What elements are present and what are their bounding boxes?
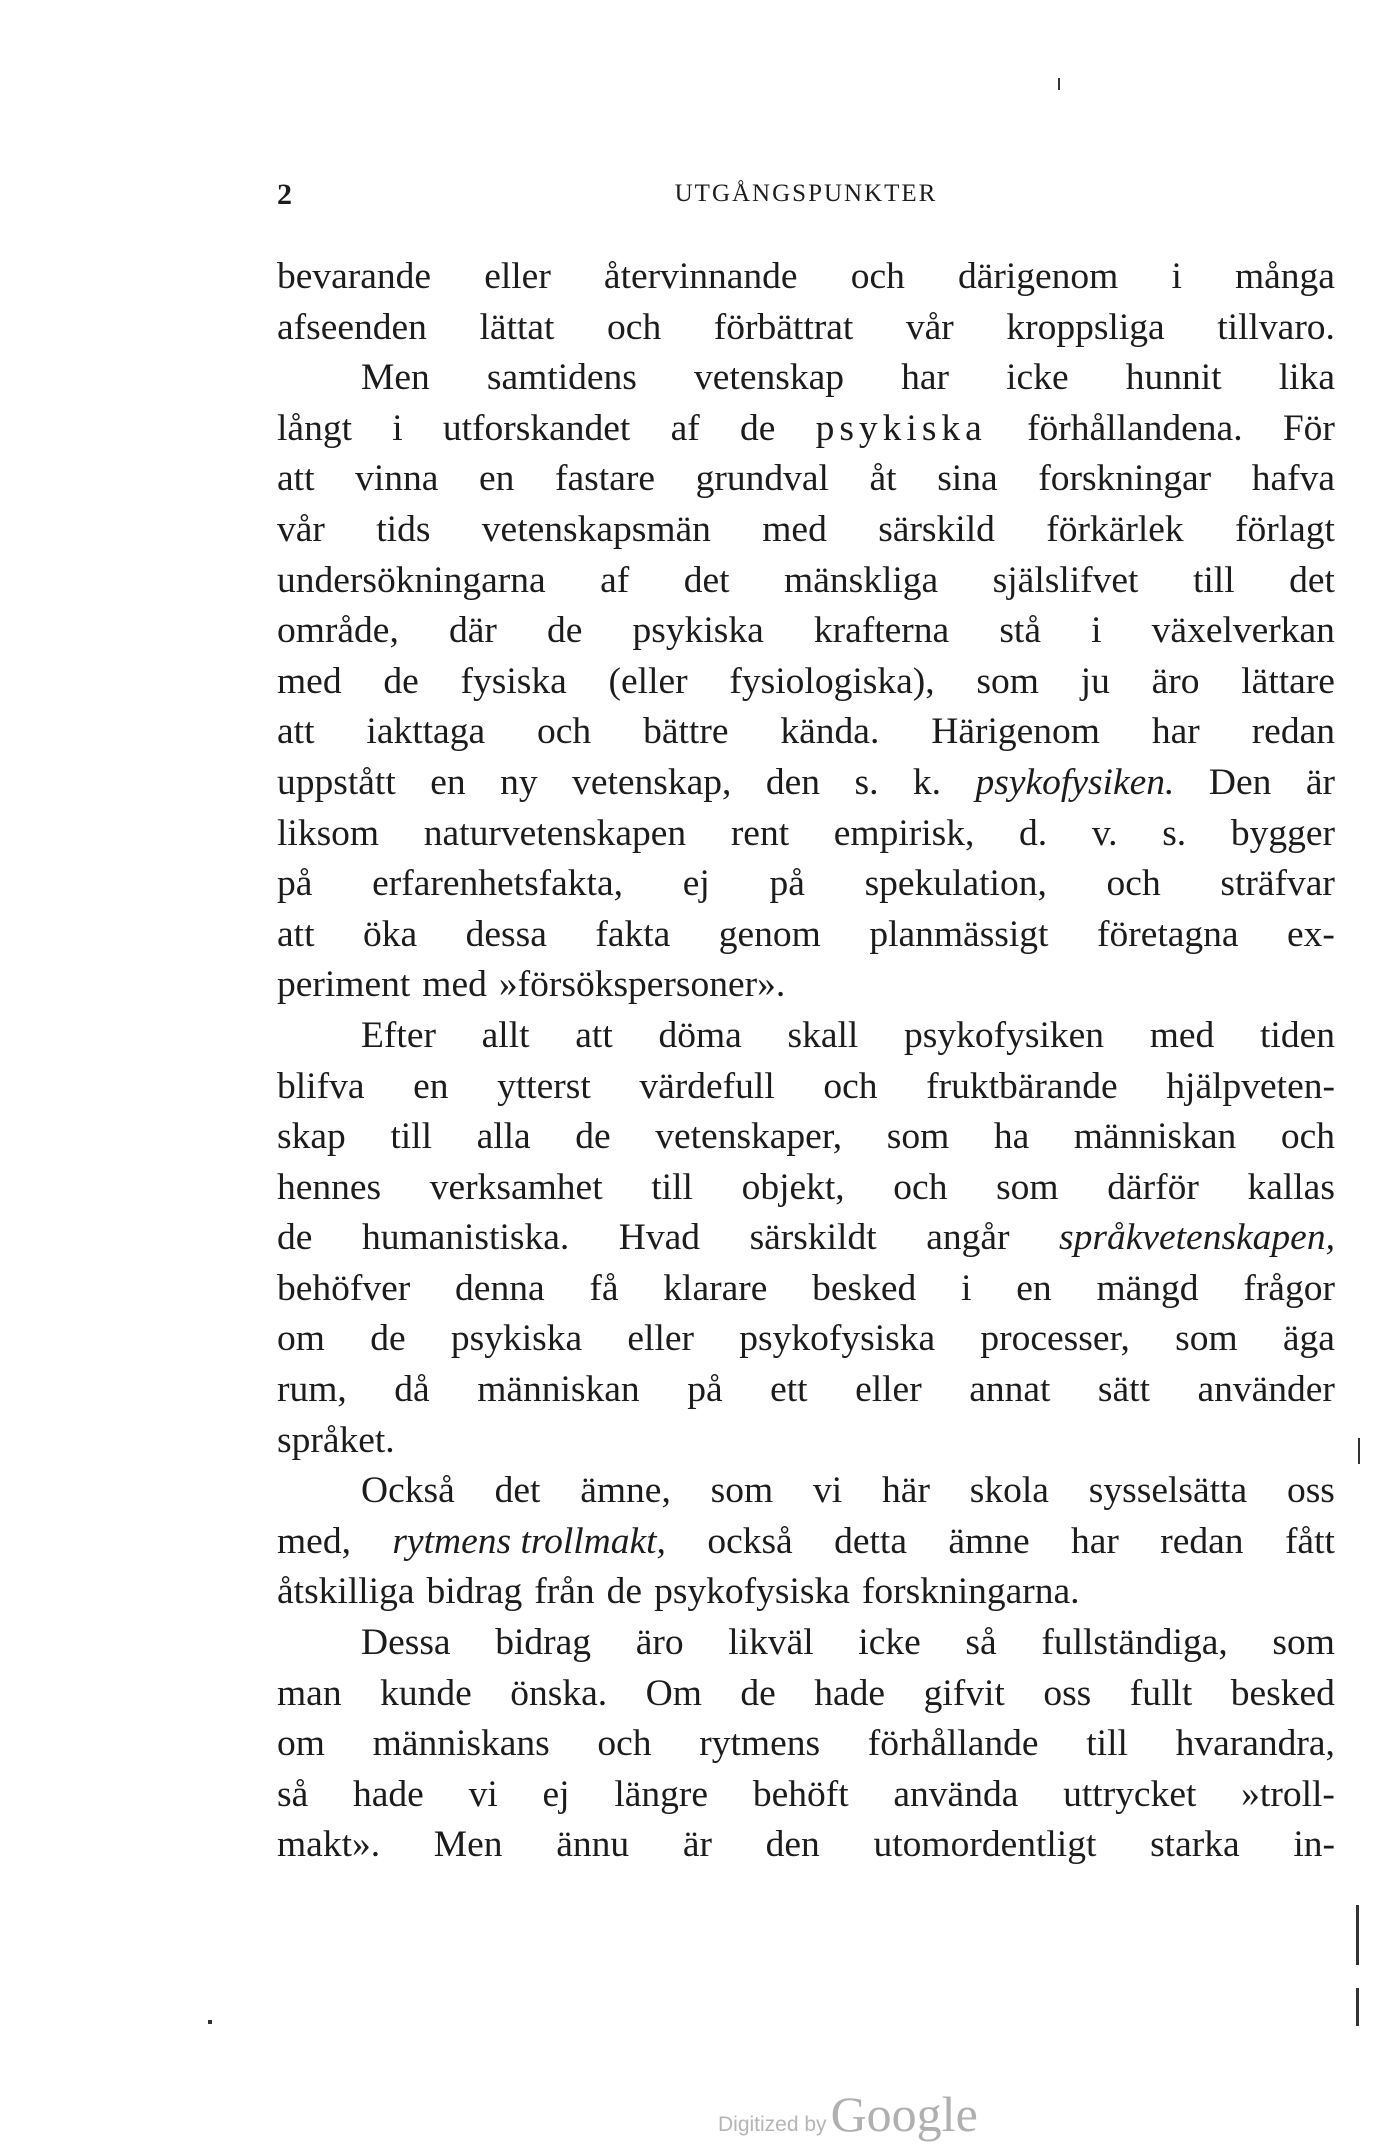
word: bevarande (277, 256, 432, 297)
word: bidrag (495, 1622, 592, 1664)
text-line (277, 1719, 1335, 1770)
word: utomordentligt (873, 1824, 1097, 1866)
word: hunnit (1125, 357, 1222, 399)
word: gifvit (923, 1672, 1005, 1714)
word: stå (999, 610, 1041, 652)
word: många (1234, 256, 1335, 297)
word: till (390, 1116, 432, 1158)
word: i (961, 1267, 972, 1309)
page-number: 2 (277, 178, 292, 211)
word: fruktbärande (926, 1065, 1118, 1107)
word: af (600, 559, 630, 601)
word: till (651, 1166, 693, 1208)
text-line (277, 1112, 1335, 1163)
word: till (1086, 1723, 1128, 1765)
word: förlagt (1235, 508, 1335, 550)
word: förbättrat (713, 306, 854, 348)
word: äro (1151, 660, 1200, 702)
word: med (422, 964, 487, 1006)
word: undersökningarna (277, 559, 546, 601)
word: hade (814, 1672, 886, 1714)
word: ytterst (497, 1065, 591, 1107)
word: Den (1208, 761, 1272, 803)
word: k. (912, 761, 942, 803)
word: där (448, 610, 497, 652)
word: förhållandena. (1027, 407, 1243, 449)
word: fakta (595, 913, 671, 955)
text-line (277, 1163, 1335, 1214)
word: förhållande (867, 1723, 1039, 1765)
word: och (1280, 1116, 1335, 1158)
word: af (670, 407, 700, 449)
word: vår (277, 508, 325, 550)
text-line (277, 1466, 1335, 1517)
text-line (277, 1669, 1335, 1720)
word: och (607, 306, 662, 348)
word: därigenom (957, 256, 1119, 297)
word: vi (813, 1470, 843, 1512)
word: Efter (361, 1014, 436, 1056)
text-line (277, 707, 1335, 758)
word: blifva (277, 1065, 365, 1107)
word: långt (277, 407, 352, 449)
word: vetenskaper, (655, 1116, 843, 1158)
text-line (277, 1820, 1335, 1871)
word: kallas (1247, 1166, 1335, 1208)
word: med (762, 508, 827, 550)
word: från (534, 1571, 595, 1613)
text-line (277, 1416, 1335, 1467)
word: redan (1160, 1520, 1244, 1562)
word: eller (484, 256, 551, 297)
text-line (277, 1011, 1335, 1062)
google-logo: Google (830, 2086, 978, 2142)
word: de (575, 1116, 611, 1158)
text-line (277, 657, 1335, 708)
word: människan (477, 1369, 640, 1411)
word: tiden (1260, 1014, 1335, 1056)
word: oss (1286, 1470, 1335, 1512)
word: det (1289, 559, 1335, 601)
word: då (394, 1369, 430, 1411)
word: en (413, 1065, 449, 1107)
text-line (277, 1213, 1335, 1264)
word: grundval (695, 458, 829, 500)
text-line (277, 606, 1335, 657)
text-line (277, 1618, 1335, 1669)
word: skola (969, 1470, 1049, 1512)
word: det (494, 1470, 541, 1512)
word: psykofysiska (739, 1318, 936, 1360)
word: det (683, 559, 730, 601)
text-line (277, 1264, 1335, 1315)
text-line (277, 252, 1335, 303)
word: »troll- (1241, 1773, 1335, 1815)
word: besked (812, 1267, 917, 1309)
text-line (277, 1770, 1335, 1821)
word: kända. (780, 711, 880, 753)
word: äga (1282, 1318, 1335, 1360)
text-line (277, 859, 1335, 910)
text-line (277, 303, 1335, 354)
text-line (277, 1062, 1335, 1113)
word: i (1171, 256, 1182, 297)
word: samtidens (486, 357, 637, 399)
word: och (823, 1065, 878, 1107)
word: verksamhet (429, 1166, 603, 1208)
word: få (589, 1267, 619, 1309)
word: fastare (555, 458, 655, 500)
text-line (277, 910, 1335, 961)
word: genom (718, 913, 821, 955)
word: humanistiska. (361, 1217, 570, 1259)
word: särskildt (749, 1217, 877, 1259)
word: eller (855, 1369, 922, 1411)
word: fysiologiska), (729, 660, 935, 702)
text-line (277, 1567, 1335, 1618)
word: i (392, 407, 403, 449)
word: denna (455, 1267, 545, 1309)
word: mänskliga (784, 559, 939, 601)
word: att (277, 913, 315, 955)
scan-mark (208, 2020, 212, 2024)
word: ej (682, 863, 710, 905)
word: ett (770, 1369, 808, 1411)
word: fullt (1129, 1672, 1193, 1714)
word: med (277, 660, 342, 702)
word: vetenskap, (572, 761, 732, 803)
word: så (277, 1773, 309, 1815)
word: likväl (728, 1622, 814, 1664)
text-line (277, 353, 1335, 404)
word: rent (730, 812, 790, 854)
word: öka (362, 913, 418, 955)
word: ha (993, 1116, 1030, 1158)
word: bättre (643, 711, 729, 753)
word: och (850, 256, 905, 297)
word: därför (1107, 1166, 1199, 1208)
text-line (277, 505, 1335, 556)
word: använda (893, 1773, 1019, 1815)
word: objekt, (741, 1166, 845, 1208)
word: de (739, 407, 776, 449)
word: och (597, 1723, 652, 1765)
word: bygger (1230, 812, 1335, 854)
emphasis-rytmens-trollmakt: rytmens trollmakt, (392, 1520, 666, 1562)
word: rum, (277, 1369, 347, 1411)
word: de (606, 1571, 643, 1613)
word: frågor (1243, 1267, 1335, 1309)
word: förkärlek (1046, 508, 1184, 550)
word: krafterna (813, 610, 950, 652)
word: lättat (479, 306, 555, 348)
word: empirisk, (833, 812, 975, 854)
word: företagna (1096, 913, 1239, 955)
word: vetenskap (694, 357, 844, 399)
text-line (277, 1517, 1335, 1568)
scan-mark (1358, 1438, 1360, 1464)
body-text (277, 252, 1335, 1871)
word: ny (500, 761, 538, 803)
word: växelverkan (1151, 610, 1335, 652)
word: sätt (1097, 1369, 1150, 1411)
word: Också (361, 1470, 455, 1512)
page-header (277, 178, 1335, 218)
word: v. (1091, 812, 1118, 854)
word: fysiska (460, 660, 567, 702)
word: makt». (277, 1824, 381, 1866)
word: mängd (1096, 1267, 1199, 1309)
word: angår (926, 1217, 1010, 1259)
word: har (1151, 711, 1200, 753)
word: Hvad (618, 1217, 701, 1259)
word: klarare (663, 1267, 768, 1309)
word: psykiska (815, 407, 987, 449)
word: Men (433, 1824, 503, 1866)
text-line (277, 809, 1335, 860)
word: Om (645, 1672, 702, 1714)
word: område, (277, 610, 399, 652)
word: också (707, 1520, 793, 1562)
word: äro (635, 1622, 684, 1664)
word: ej (542, 1773, 570, 1815)
word: allt (481, 1014, 530, 1056)
word: de (277, 1217, 313, 1259)
word: språket. (277, 1419, 395, 1461)
word: sina (937, 458, 998, 500)
word: icke (1006, 357, 1069, 399)
word: värdefull (639, 1065, 775, 1107)
word: (eller (608, 660, 688, 702)
word: iakttaga (366, 711, 486, 753)
word: människans (372, 1723, 550, 1765)
text-line (277, 454, 1335, 505)
text-line (277, 404, 1335, 455)
word: den (765, 761, 821, 803)
word: de (740, 1672, 776, 1714)
word: alla (476, 1116, 531, 1158)
word: att (277, 711, 315, 753)
word: processer, (980, 1318, 1130, 1360)
word: hade (353, 1773, 424, 1815)
running-head: UTGÅNGSPUNKTER (674, 180, 938, 207)
word: en (1016, 1267, 1052, 1309)
word: de (546, 610, 583, 652)
word: som (1272, 1622, 1335, 1664)
word: kunde (380, 1672, 472, 1714)
scan-mark (1058, 78, 1060, 90)
word: behöfver (277, 1267, 411, 1309)
word: fått (1284, 1520, 1335, 1562)
word: man (277, 1672, 342, 1714)
word: på (277, 863, 313, 905)
word: d. (1019, 812, 1048, 854)
word: en (430, 761, 466, 803)
word: lättare (1241, 660, 1335, 702)
word: psykofysiska (654, 1571, 850, 1613)
word: hennes (277, 1166, 382, 1208)
word: icke (858, 1622, 921, 1664)
word: som (710, 1470, 774, 1512)
word: hafva (1251, 458, 1335, 500)
word: För (1282, 407, 1335, 449)
word: annat (969, 1369, 1051, 1411)
word: särskild (878, 508, 995, 550)
word: fullständiga, (1041, 1622, 1228, 1664)
word: som (1175, 1318, 1238, 1360)
word: vinna (355, 458, 439, 500)
word: forskningar (1038, 458, 1212, 500)
word: som (996, 1166, 1059, 1208)
word: är (682, 1824, 712, 1866)
word: ämne, (580, 1470, 671, 1512)
word: s. (1162, 812, 1187, 854)
word: besked (1230, 1672, 1335, 1714)
word: redan (1251, 711, 1335, 753)
word: den (765, 1824, 820, 1866)
word: med, (277, 1520, 351, 1562)
word: naturvetenskapen (423, 812, 687, 854)
word: att (575, 1014, 613, 1056)
word: använder (1197, 1369, 1335, 1411)
text-line (277, 556, 1335, 607)
word: vetenskapsmän (481, 508, 711, 550)
emphasis-sprakvetenskapen: språkvetenskapen, (1059, 1217, 1335, 1259)
word: liksom (277, 812, 380, 854)
word: uppstått (277, 761, 396, 803)
word: oss (1043, 1672, 1092, 1714)
word: starka (1150, 1824, 1240, 1866)
word: själslifvet (992, 559, 1139, 601)
word: Men (361, 357, 430, 399)
word: återvinnande (603, 256, 798, 297)
word: åt (869, 458, 897, 500)
word: kroppsliga (1006, 306, 1165, 348)
word: med (1149, 1014, 1215, 1056)
emphasis-psykofysiken: psykofysiken. (975, 761, 1175, 803)
word: här (882, 1470, 930, 1512)
scan-mark (1356, 1905, 1359, 1965)
word: »försökspersoner». (498, 964, 786, 1006)
word: och (1106, 863, 1161, 905)
word: har (1070, 1520, 1119, 1562)
word: detta (834, 1520, 907, 1562)
word: ex- (1287, 913, 1335, 955)
word: de (370, 1318, 406, 1360)
word: in- (1293, 1824, 1335, 1866)
digitized-by-google-watermark (718, 2085, 978, 2143)
word: Dessa (361, 1622, 451, 1664)
word: på (687, 1369, 723, 1411)
word: behöft (752, 1773, 849, 1815)
word: längre (614, 1773, 709, 1815)
word: psykiska (450, 1318, 583, 1360)
word: bidrag (426, 1571, 523, 1613)
word: afseenden (277, 306, 427, 348)
word: om (277, 1318, 325, 1360)
word: på (769, 863, 805, 905)
word: att (277, 458, 315, 500)
word: som (976, 660, 1039, 702)
word: erfarenhetsfakta, (372, 863, 623, 905)
word: vår (905, 306, 954, 348)
word: skap (277, 1116, 346, 1158)
text-line (277, 758, 1335, 809)
word: de (383, 660, 419, 702)
word: spekulation, (864, 863, 1047, 905)
word: människan (1073, 1116, 1237, 1158)
word: i (1091, 610, 1102, 652)
word: Härigenom (931, 711, 1100, 753)
scan-mark (1356, 1988, 1359, 2026)
word: lika (1278, 357, 1335, 399)
word: önska. (510, 1672, 608, 1714)
word: planmässigt (869, 913, 1049, 955)
word: ännu (556, 1824, 630, 1866)
word: uttrycket (1063, 1773, 1197, 1815)
word: är (1305, 761, 1335, 803)
word: eller (627, 1318, 694, 1360)
word: till (1192, 559, 1235, 601)
word: vi (468, 1773, 498, 1815)
word: skall (787, 1014, 859, 1056)
word: om (277, 1723, 325, 1765)
word: sysselsätta (1088, 1470, 1248, 1512)
word: utforskandet (442, 407, 631, 449)
word: sträfvar (1220, 863, 1335, 905)
word: så (965, 1622, 997, 1664)
word: ämne (948, 1520, 1030, 1562)
word: och (537, 711, 592, 753)
word: tids (376, 508, 431, 550)
word: som (886, 1116, 950, 1158)
watermark-prefix: Digitized by (718, 2113, 827, 2136)
word: s. (854, 761, 879, 803)
word: och (893, 1166, 948, 1208)
text-line (277, 1365, 1335, 1416)
text-line (277, 960, 1335, 1011)
word: ju (1080, 660, 1110, 702)
word: åtskilliga (277, 1571, 415, 1613)
word: hvarandra, (1175, 1723, 1335, 1765)
word: har (901, 357, 949, 399)
word: psykiska (632, 610, 764, 652)
word: forskningarna. (861, 1571, 1080, 1613)
word: dessa (465, 913, 547, 955)
word: hjälpveten- (1166, 1065, 1335, 1107)
word: tillvaro. (1217, 306, 1335, 348)
text-line (277, 1314, 1335, 1365)
word: psykofysiken (904, 1014, 1105, 1056)
word: döma (658, 1014, 742, 1056)
word: en (479, 458, 515, 500)
word: periment (277, 964, 411, 1006)
word: rytmens (699, 1723, 821, 1765)
